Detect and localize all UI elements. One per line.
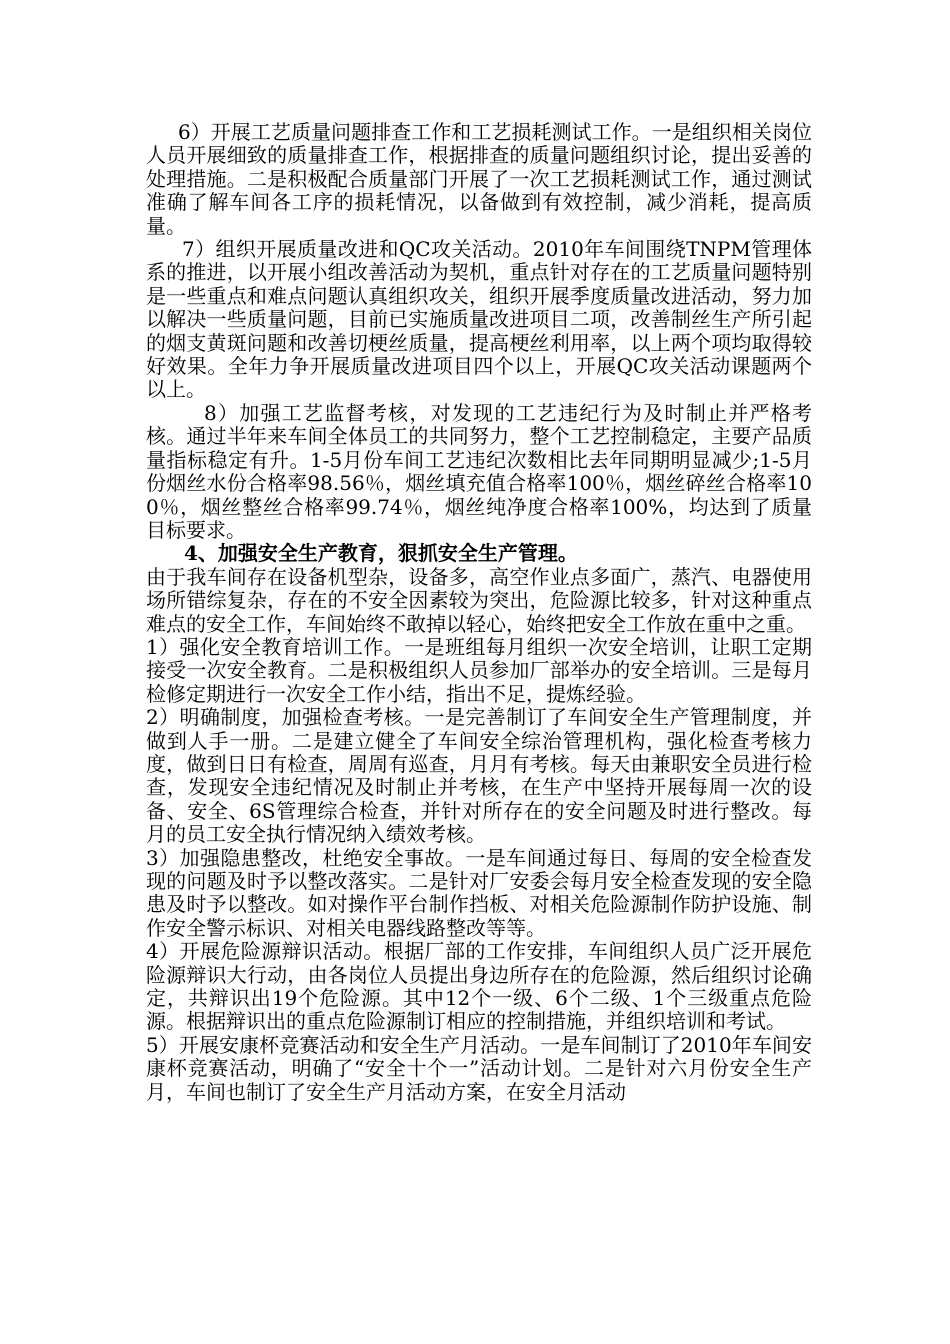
paragraph-safety-2: 2）明确制度，加强检查考核。一是完善制订了车间安全生产管理制度，并做到人手一册。二是建立健全了车间安全综治管理机构，强化检查考核力度，做到日日有检查，周周有巡查，月月有考核。每天由兼职安全员进行检查，发现安全违纪情况及时制止并考核，在生产中坚持开展每周一次的设备、安全、6S管理综合检查，并针对所存在的安全问题及时进行整改。每月的员工安全执行情况纳入绩效考核。 xyxy=(146,705,812,847)
section-heading-safety: 4、加强安全生产教育，狠抓安全生产管理。 xyxy=(184,541,578,566)
paragraph-safety-4: 4）开展危险源辩识活动。根据厂部的工作安排，车间组织人员广泛开展危险源辩识大行动，由各岗位人员提出身边所存在的危险源，然后组织讨论确定，共辩识出19个危险源。其中12个一级、6个二级、1个三级重点危险源。根据辩识出的重点危险源制订相应的控制措施，并组织培训和考试。 xyxy=(146,939,812,1034)
paragraph-safety-5: 5）开展安康杯竞赛活动和安全生产月活动。一是车间制订了2010年车间安康杯竞赛活动，明确了“安全十个一”活动计划。二是针对六月份安全生产月，车间也制订了安全生产月活动方案，在安全月活动 xyxy=(146,1032,812,1104)
paragraph-item-7: 7）组织开展质量改进和QC攻关活动。2010年车间围绕TNPM管理体系的推进，以开展小组改善活动为契机，重点针对存在的工艺质量问题特别是一些重点和难点问题认真组织攻关，组织开展季度质量改进活动，努力加以解决一些质量问题，目前已实施质量改进项目二项，改善制丝生产所引起的烟支黄斑问题和改善切梗丝质量，提高梗丝利用率，以上两个项均取得较好效果。全年力争开展质量改进项目四个以上，开展QC攻关活动课题两个以上。 xyxy=(146,237,812,402)
paragraph-safety-intro: 由于我车间存在设备机型杂，设备多，高空作业点多面广，蒸汽、电器使用场所错综复杂，存在的不安全因素较为突出，危险源比较多，针对这种重点难点的安全工作，车间始终不敢掉以轻心，始终把安全工作放在重中之重。 xyxy=(146,564,812,636)
document-page xyxy=(146,121,812,1104)
paragraph-safety-3: 3）加强隐患整改，杜绝安全事故。一是车间通过每日、每周的安全检查发现的问题及时予以整改落实。二是针对厂安委会每月安全检查发现的安全隐患及时予以整改。如对操作平台制作挡板、对相关危险源制作防护设施、制作安全警示标识、对相关电器线路整改等等。 xyxy=(146,845,812,940)
paragraph-safety-1: 1）强化安全教育培训工作。一是班组每月组织一次安全培训，让职工定期接受一次安全教育。二是积极组织人员参加厂部举办的安全培训。三是每月检修定期进行一次安全工作小结，指出不足，提炼经验。 xyxy=(146,634,812,706)
paragraph-item-6: 6）开展工艺质量问题排查工作和工艺损耗测试工作。一是组织相关岗位人员开展细致的质量排查工作，根据排查的质量问题组织讨论，提出妥善的处理措施。二是积极配合质量部门开展了一次工艺损耗测试工作，通过测试准确了解车间各工序的损耗情况，以备做到有效控制，减少消耗，提高质量。 xyxy=(146,120,812,238)
paragraph-item-8: 8）加强工艺监督考核，对发现的工艺违纪行为及时制止并严格考核。通过半年来车间全体员工的共同努力，整个工艺控制稳定，主要产品质量指标稳定有升。1-5月份车间工艺违纪次数相比去年同期明显减少;1-5月份烟丝水份合格率98.56％，烟丝填充值合格率100％，烟丝碎丝合格率100％，烟丝整丝合格率99.74％，烟丝纯净度合格率100%，均达到了质量目标要求。 xyxy=(146,400,812,542)
